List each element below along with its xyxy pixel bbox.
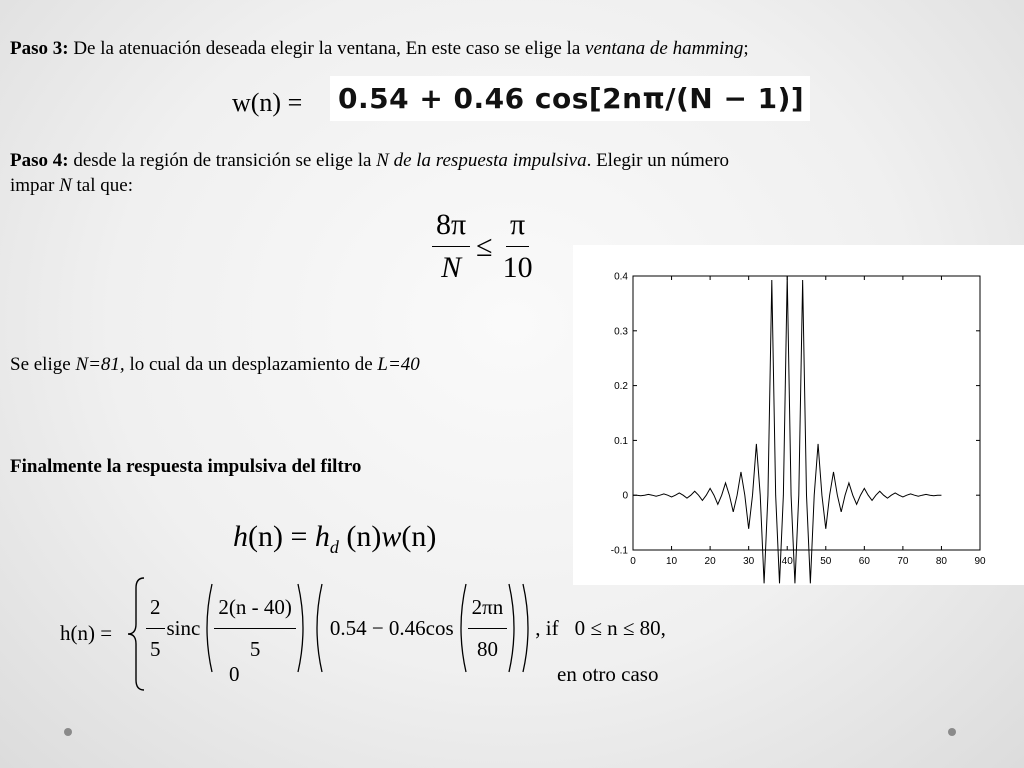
impulse-response-chart	[573, 245, 1024, 585]
inequality-lhs-num: 8π	[432, 208, 470, 247]
piecewise-frac2-num: 2(n - 40)	[214, 595, 295, 629]
choice-b: lo cual da un desplazamiento de	[124, 354, 378, 375]
y-tick-label: 0.2	[614, 381, 628, 393]
piecewise-const: 0.54 − 0.46cos	[329, 615, 454, 640]
piecewise-frac1	[146, 595, 165, 662]
window-eq-rhs	[330, 76, 810, 121]
plot-area-frame	[633, 276, 980, 550]
choice-a: Se elige	[10, 354, 76, 375]
right-paren-icon	[296, 582, 310, 674]
h-product-n2: (n)	[338, 520, 382, 553]
inequality	[432, 208, 537, 285]
piecewise-frac1-den: 5	[146, 628, 165, 662]
paso3-paragraph	[10, 36, 1020, 61]
paso4-emph: N de la respuesta impulsiva	[376, 150, 587, 171]
inequality-operator: ≤	[476, 229, 493, 263]
choice-paragraph	[10, 352, 420, 377]
paso4-text1: desde la región de transición se elige la	[68, 150, 377, 171]
piecewise-frac3	[468, 595, 508, 662]
inequality-lhs-den: N	[441, 251, 462, 284]
h-product-n: (n)	[248, 520, 283, 553]
h-product-h: h	[233, 520, 248, 553]
x-tick-label: 70	[897, 556, 909, 567]
inequality-rhs-den: 10	[502, 251, 533, 284]
paso3-text: De la atenuación deseada elegir la ventana, En este caso se elige la	[68, 38, 586, 59]
choice-n-value: N=81,	[75, 354, 125, 375]
piecewise-frac1-num: 2	[150, 594, 161, 619]
y-tick-label: 0.4	[614, 271, 628, 283]
h-product-hd: h	[314, 520, 330, 553]
piecewise-brace	[126, 576, 146, 692]
piecewise-frac2-den: 5	[249, 636, 261, 661]
piecewise-lhs: h(n) =	[60, 621, 113, 645]
y-tick-label: 0.3	[614, 326, 628, 338]
y-tick-label: 0	[622, 490, 628, 502]
window-eq-rhs-text: 0.54 + 0.46 cos[2nπ/(N − 1)]	[338, 82, 805, 115]
x-tick-label: 80	[935, 556, 948, 567]
piecewise-case1	[146, 582, 666, 674]
x-tick-label: 10	[665, 556, 678, 567]
paso4-text2: . Elegir un número	[586, 150, 730, 171]
piecewise-otherwise: en otro caso	[557, 662, 659, 686]
piecewise-zero: 0	[229, 662, 240, 686]
piecewise-frac3-den: 80	[476, 636, 498, 661]
window-eq-lhs	[232, 88, 302, 118]
x-tick-label: 40	[781, 556, 793, 567]
x-tick-label: 20	[704, 556, 716, 567]
x-tick-label: 90	[974, 556, 986, 567]
inequality-lhs-fraction	[432, 208, 470, 285]
h-product-w: w	[381, 520, 402, 553]
x-tick-label: 0	[630, 556, 636, 567]
x-tick-label: 60	[858, 556, 870, 567]
paso4-line2a: impar	[10, 175, 60, 196]
left-paren-icon	[200, 582, 214, 674]
choice-l-value: L=40	[377, 354, 420, 375]
inequality-rhs-num: π	[506, 208, 529, 247]
final-heading: Finalmente la respuesta impulsiva del filtro	[10, 456, 362, 477]
paso4-paragraph	[10, 148, 1010, 198]
piecewise-cond: 0 ≤ n ≤ 80,	[574, 615, 666, 640]
paso4-label: Paso 4:	[10, 150, 69, 171]
piecewise-cond-if: , if	[535, 615, 559, 640]
left-brace-icon	[126, 576, 146, 692]
left-paren-icon	[454, 582, 468, 674]
x-tick-label: 30	[743, 556, 755, 567]
inequality-rhs-fraction	[499, 208, 537, 285]
paso3-label: Paso 3:	[10, 38, 69, 59]
h-product-equation	[233, 520, 436, 558]
h-product-n3: (n)	[401, 520, 437, 553]
piecewise-frac3-num: 2πn	[468, 595, 508, 629]
paso4-line2-var: N	[59, 175, 72, 196]
piecewise-sinc: sinc	[166, 615, 201, 640]
y-tick-label: 0.1	[614, 435, 628, 447]
paso4-line2b: tal que:	[71, 175, 133, 196]
paso3-end: ;	[743, 38, 749, 59]
y-tick-label: -0.1	[610, 545, 628, 557]
right-paren-icon	[521, 582, 535, 674]
right-paren-icon	[507, 582, 521, 674]
left-paren-icon	[310, 582, 324, 674]
h-product-eq: =	[282, 520, 315, 553]
piecewise-frac2	[214, 595, 295, 662]
h-product-subscript: d	[329, 537, 339, 557]
slide-dot-left	[64, 728, 72, 736]
x-tick-label: 50	[820, 556, 832, 567]
window-eq-lhs-text: w(n) =	[232, 88, 303, 117]
slide-dot-right	[948, 728, 956, 736]
paso3-emph: ventana de hamming	[585, 38, 744, 59]
